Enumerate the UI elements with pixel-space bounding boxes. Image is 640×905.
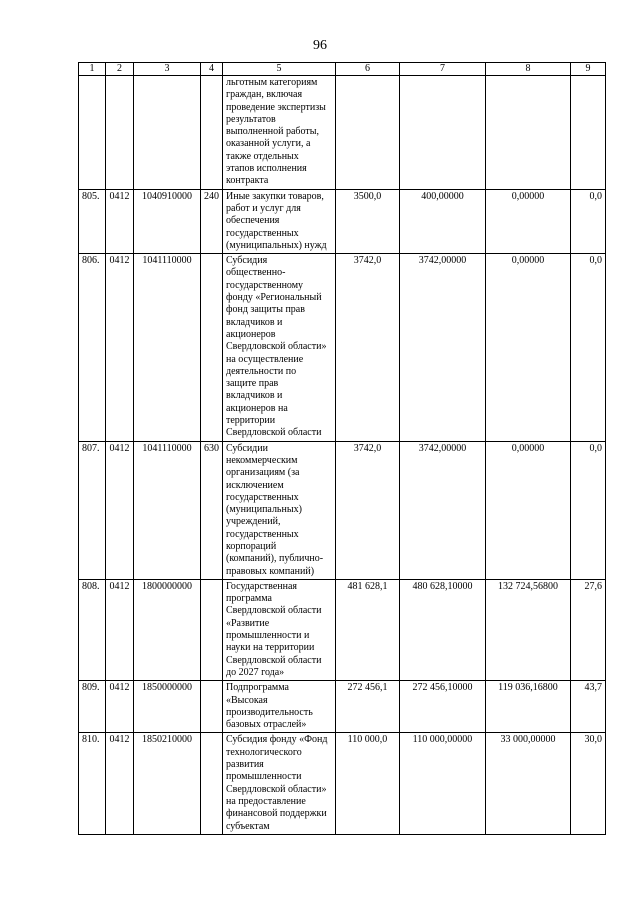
executed-amount: 0,00000 [486,189,571,253]
item-name [223,76,336,190]
expense-type-code [201,733,223,834]
item-name-line: производительность [226,706,313,718]
item-name-line: финансовой поддержки [226,808,327,820]
approved-amount: 110 000,0 [336,733,400,834]
approved-amount: 481 628,1 [336,579,400,680]
row-number: 807. [79,441,106,579]
item-name-line: Иные закупки товаров, [226,190,324,202]
planned-amount: 400,00000 [400,189,486,253]
approved-amount: 3742,0 [336,254,400,441]
item-name-line: учреждений, [226,516,281,528]
item-name-line: субъектам [226,820,270,832]
item-name-line: Свердловской области [226,427,322,439]
item-name-line: также отдельных [226,150,299,162]
item-name-line: государственному [226,279,304,291]
execution-percent: 0,0 [571,441,606,579]
column-header-1: 1 [79,63,106,76]
section-code: 0412 [106,681,134,733]
item-name-line: вкладчиков и [226,390,283,402]
item-name [223,681,336,733]
item-name-line: результатов [226,113,276,125]
item-name [223,733,336,834]
item-name-line: фонд защиты прав [226,304,305,316]
item-name-line: этапов исполнения [226,163,307,175]
row-number: 805. [79,189,106,253]
page-number: 96 [313,38,327,53]
item-name [223,254,336,441]
table-row [79,441,606,579]
planned-amount: 110 000,00000 [400,733,486,834]
item-name-line: государственных [226,491,299,503]
item-name-line: базовых отраслей» [226,719,307,731]
item-name-line: «Развитие [226,617,270,629]
column-header-8: 8 [486,63,571,76]
item-name-line: Субсидия фонду «Фонд [226,734,328,746]
row-number: 808. [79,579,106,680]
execution-percent: 0,0 [571,189,606,253]
item-name-line: фонду «Региональный [226,292,322,304]
column-header-5: 5 [223,63,336,76]
item-name-line: науки на территории [226,642,315,654]
column-header-2: 2 [106,63,134,76]
target-article-code: 1850000000 [134,681,201,733]
budget-table [78,62,606,835]
table-row [79,76,606,190]
item-name-line: акционеров [226,328,276,340]
item-name-line: деятельности по [226,365,297,377]
planned-amount: 272 456,10000 [400,681,486,733]
column-header-4: 4 [201,63,223,76]
item-name-line: технологического [226,746,302,758]
item-name-line: Свердловской области [226,654,322,666]
item-name-line: вкладчиков и [226,316,283,328]
executed-amount: 132 724,56800 [486,579,571,680]
item-name-line: контракта [226,175,269,187]
column-header-7: 7 [400,63,486,76]
item-name-line: (муниципальных) нужд [226,239,327,251]
execution-percent: 30,0 [571,733,606,834]
item-name-line: выполненной работы, [226,126,319,138]
executed-amount: 119 036,16800 [486,681,571,733]
planned-amount [400,76,486,190]
row-number: 810. [79,733,106,834]
planned-amount: 3742,00000 [400,441,486,579]
target-article-code: 1041110000 [134,441,201,579]
item-name-line: Свердловской области» [226,783,327,795]
item-name [223,579,336,680]
item-name-line: государственных [226,528,299,540]
column-header-9: 9 [571,63,606,76]
item-name-line: исключением [226,479,284,491]
item-name-line: территории [226,415,276,427]
item-name-line: промышленности [226,771,302,783]
item-name-line: правовых компаний) [226,565,315,577]
item-name-line: развития [226,759,264,771]
item-name-line: оказанной услуги, а [226,138,311,150]
item-name-line: корпораций [226,540,277,552]
item-name-line: обеспечения [226,215,280,227]
execution-percent: 27,6 [571,579,606,680]
table-row [79,254,606,441]
item-name-line: защите прав [226,378,279,390]
item-name-line: (муниципальных) [226,504,302,516]
executed-amount [486,76,571,190]
item-name [223,441,336,579]
target-article-code: 1800000000 [134,579,201,680]
expense-type-code: 630 [201,441,223,579]
section-code [106,76,134,190]
item-name-line: до 2027 года» [226,666,285,678]
approved-amount [336,76,400,190]
item-name-line: льготным категориям [226,77,318,88]
item-name-line: Государственная [226,580,298,592]
item-name-line: общественно- [226,267,286,279]
expense-type-code [201,254,223,441]
approved-amount: 3742,0 [336,441,400,579]
item-name-line: Субсидия [226,255,268,267]
item-name-line: Свердловской области [226,605,322,617]
item-name-line: организациям (за [226,467,300,479]
expense-type-code [201,681,223,733]
item-name-line: Свердловской области» [226,341,327,353]
execution-percent [571,76,606,190]
section-code: 0412 [106,579,134,680]
planned-amount: 480 628,10000 [400,579,486,680]
target-article-code: 1041110000 [134,254,201,441]
row-number [79,76,106,190]
row-number: 806. [79,254,106,441]
target-article-code: 1040910000 [134,189,201,253]
table-row [79,733,606,834]
approved-amount: 3500,0 [336,189,400,253]
item-name-line: проведение экспертизы [226,101,326,113]
expense-type-code: 240 [201,189,223,253]
item-name-line: (компаний), публично- [226,553,324,565]
item-name [223,189,336,253]
section-code: 0412 [106,441,134,579]
planned-amount: 3742,00000 [400,254,486,441]
item-name-line: программа [226,593,272,605]
section-code: 0412 [106,254,134,441]
execution-percent: 0,0 [571,254,606,441]
column-header-6: 6 [336,63,400,76]
item-name-line: граждан, включая [226,89,303,101]
section-code: 0412 [106,189,134,253]
row-number: 809. [79,681,106,733]
executed-amount: 33 000,00000 [486,733,571,834]
item-name-line: на предоставление [226,795,306,807]
execution-percent: 43,7 [571,681,606,733]
table-row [79,189,606,253]
item-name-line: промышленности и [226,630,310,642]
item-name-line: некоммерческим [226,454,298,466]
header-row [79,63,606,76]
column-header-3: 3 [134,63,201,76]
table-row [79,579,606,680]
target-article-code: 1850210000 [134,733,201,834]
table-row [79,681,606,733]
item-name-line: Субсидии [226,442,268,454]
executed-amount: 0,00000 [486,441,571,579]
expense-type-code [201,579,223,680]
approved-amount: 272 456,1 [336,681,400,733]
expense-type-code [201,76,223,190]
item-name-line: работ и услуг для [226,202,301,214]
item-name-line: на осуществление [226,353,304,365]
item-name-line: государственных [226,227,299,239]
table-body [79,76,606,835]
item-name-line: «Высокая [226,694,268,706]
item-name-line: Подпрограмма [226,682,289,694]
item-name-line: акционеров на [226,402,288,414]
section-code: 0412 [106,733,134,834]
executed-amount: 0,00000 [486,254,571,441]
target-article-code [134,76,201,190]
